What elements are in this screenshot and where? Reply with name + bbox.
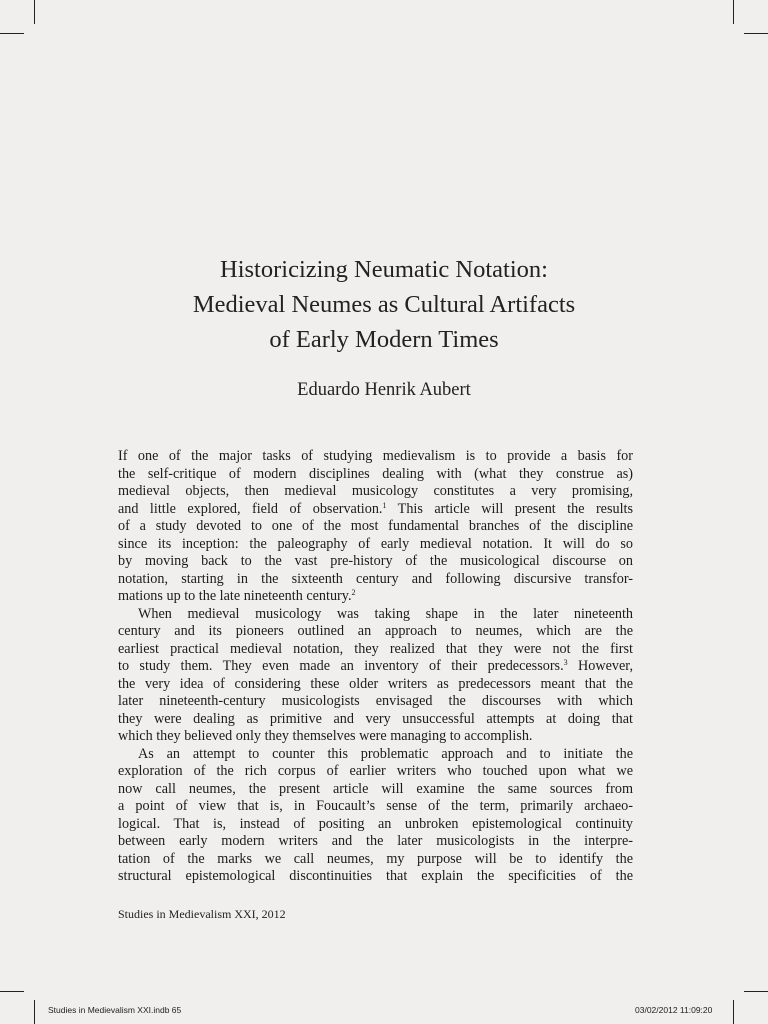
text-line: between early modern writers and the later musicologists in the interpre- — [118, 833, 633, 849]
text-line: which they believed only they themselves were managing to accomplish. — [118, 728, 533, 744]
text-line: of a study devoted to one of the most fundamental branches of the discipline — [118, 518, 633, 534]
paragraph — [118, 606, 633, 746]
journal-footer: Studies in Medievalism XXI, 2012 — [118, 907, 286, 921]
crop-mark-top-left-vertical — [34, 0, 35, 24]
text-line: When medieval musicology was taking shape in the later nineteenth — [138, 605, 633, 622]
footnote-marker[interactable]: 3 — [563, 658, 568, 667]
text-line: medieval objects, then medieval musicology constitutes a very promising, — [118, 483, 633, 499]
text-line: they were dealing as primitive and very unsuccessful attempts at doing that — [118, 710, 633, 727]
print-slug-timestamp: 03/02/2012 11:09:20 — [635, 1005, 713, 1015]
crop-mark-top-right-horizontal — [744, 33, 768, 34]
crop-mark-top-right-vertical — [733, 0, 734, 24]
text-line: the very idea of considering these older writers as predecessors meant that the — [118, 675, 633, 692]
paragraph — [118, 746, 633, 886]
text-line: a point of view that is, in Foucault’s sense of the term, primarily archaeo- — [118, 798, 633, 814]
title-line: Historicizing Neumatic Notation: — [220, 256, 548, 283]
text-segment: This article will present the results — [386, 500, 633, 517]
author-name: Eduardo Henrik Aubert — [297, 380, 471, 400]
text-segment: and little explored, field of observation. — [118, 500, 383, 517]
text-segment: to study them. They even made an inventory of their predecessors. — [118, 658, 564, 674]
text-line: by moving back to the vast pre-history of the musicological discourse on — [118, 553, 633, 569]
footnote-marker[interactable]: 1 — [382, 500, 387, 510]
text-line — [118, 658, 633, 676]
text-line: As an attempt to counter this problematic approach and to initiate the — [138, 745, 633, 762]
text-line: exploration of the rich corpus of earlier writers who touched upon what we — [118, 763, 633, 779]
text-line: If one of the major tasks of studying medievalism is to provide a basis for — [118, 448, 633, 464]
text-segment: mations up to the late nineteenth century. — [118, 588, 352, 604]
text-line: notation, starting in the sixteenth century and following discursive transfor- — [118, 570, 633, 587]
text-line: the self-critique of modern disciplines dealing with (what they construe as) — [118, 465, 633, 482]
text-line: later nineteenth-century musicologists envisaged the discourses with which — [118, 693, 633, 709]
title-line: Medieval Neumes as Cultural Artifacts — [192, 291, 576, 318]
text-line: earliest practical medieval notation, they realized that they were not the first — [118, 640, 633, 657]
paragraph — [118, 448, 633, 606]
crop-mark-bottom-right-vertical — [733, 1000, 734, 1024]
crop-mark-bottom-left-horizontal — [0, 991, 24, 992]
crop-mark-top-left-horizontal — [0, 33, 24, 34]
text-line: logical. That is, instead of positing an unbroken epistemological continuity — [118, 815, 633, 832]
text-segment: However, — [567, 658, 633, 674]
crop-mark-bottom-left-vertical — [34, 1000, 35, 1024]
text-line: structural epistemological discontinuities that explain the specificities of the — [118, 868, 633, 884]
title-line: of Early Modern Times — [269, 326, 499, 353]
text-line — [118, 501, 633, 519]
text-line: now call neumes, the present article will examine the same sources from — [118, 780, 633, 797]
article-title — [0, 252, 768, 357]
text-line: since its inception: the paleography of early medieval notation. It will do so — [118, 535, 633, 552]
article-body — [118, 448, 633, 886]
text-line: century and its pioneers outlined an approach to neumes, which are the — [118, 623, 633, 639]
footnote-marker[interactable]: 2 — [351, 588, 356, 597]
crop-mark-bottom-right-horizontal — [744, 991, 768, 992]
text-line: tation of the marks we call neumes, my purpose will be to identify the — [118, 850, 633, 867]
text-line — [118, 588, 633, 606]
print-slug-file: Studies in Medievalism XXI.indb 65 — [48, 1005, 182, 1015]
